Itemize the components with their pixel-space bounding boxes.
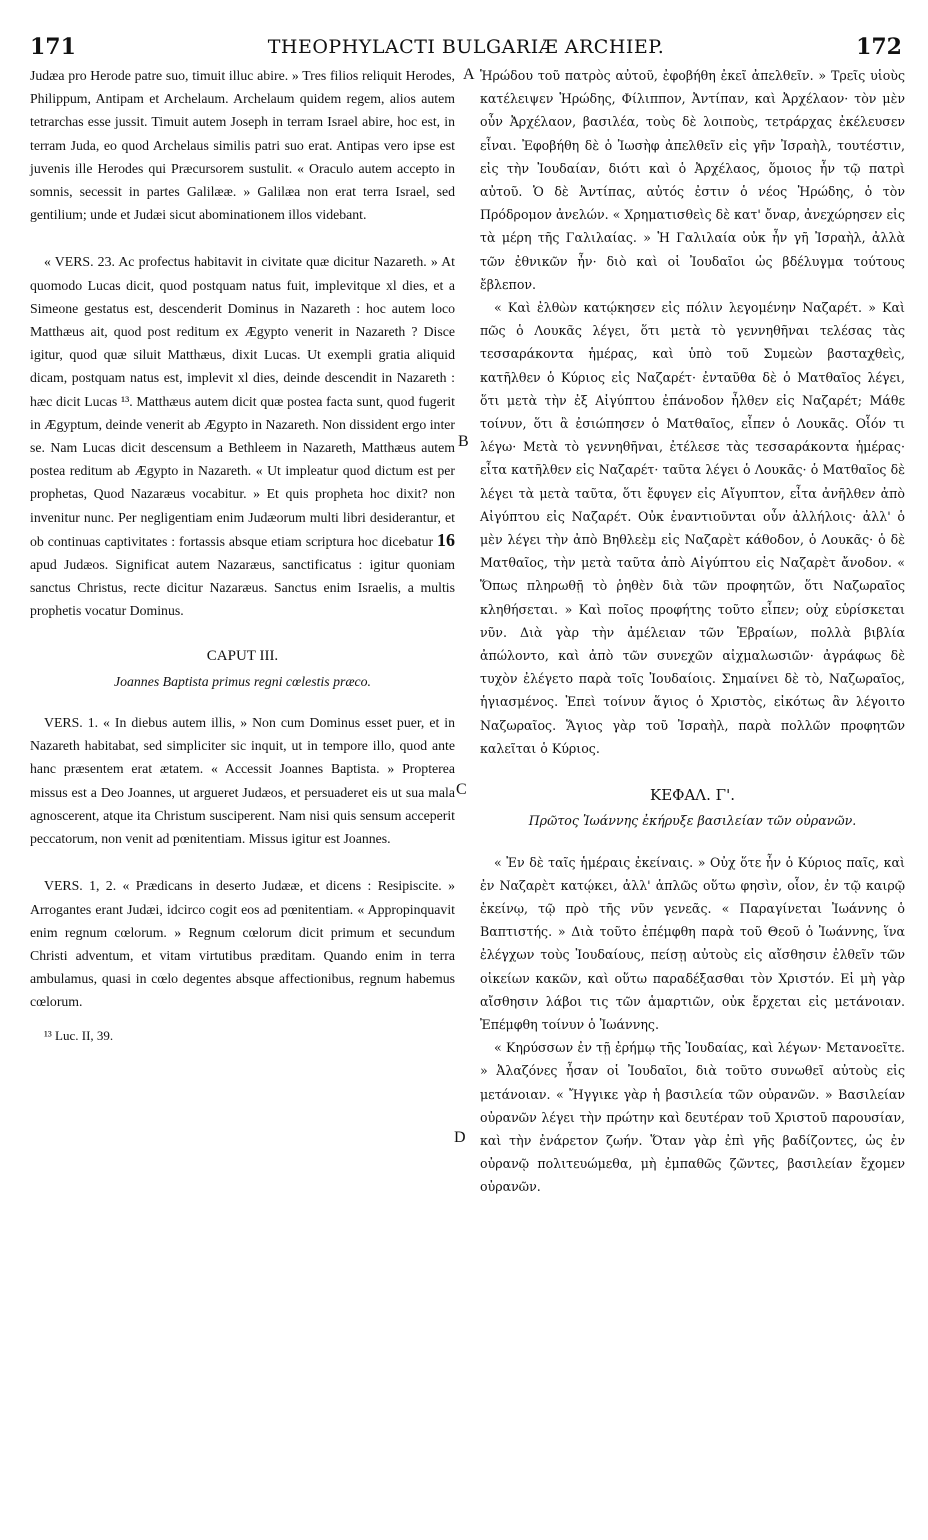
greek-column xyxy=(480,64,905,1199)
column-number-marker: 16 xyxy=(437,529,455,550)
latin-paragraph xyxy=(30,250,455,622)
greek-paragraph: « Κηρύσσων ἐν τῇ ἐρήμῳ τῆς Ἰουδαίας, καὶ λέγων· Μετανοεῖτε. » Ἀλαζόνες ἦσαν οἱ Ἰουδαῖοι, διὰ τοῦτο συνωθεῖ αὐτοὺς εἰς μετάνοιαν. « Ἤγγικε γὰρ ἡ βασιλεία τῶν οὐρανῶν. » Βασιλείαν οὐρανῶν λέγει τὴν πρώτην καὶ δευτέραν τοῦ Χριστοῦ παρουσίαν, καὶ τὴν ἐνάρετον ζωήν. Ὅταν γὰρ ἐπὶ γῆς βαδίζοντες, ὡς ἐν οὐρανῷ πολιτευώμεθα, μὴ ἐμπαθῶς ζῶντες, βασιλείαν ἔχομεν οὐρανῶν. xyxy=(480,1040,905,1195)
page-number-right: 172 xyxy=(856,34,902,60)
margin-marker-c: C xyxy=(456,781,467,798)
greek-paragraph: « Ἐν δὲ ταῖς ἡμέραις ἐκείναις. » Οὐχ ὅτε ἦν ὁ Κύριος παῖς, καὶ ἐν Ναζαρὲτ κατῴκει, ἀλλ' ἁπλῶς οὕτω φησὶν, οἷον, ἐν τῷ καιρῷ ἐκείνῳ, τῷ πρὸ τῆς νῦν γενεᾶς. « Παραγίνεται Ἰωάννης ὁ Βαπτιστής. » Διὰ τοῦτο ἐπέμφθη παρὰ τοῦ Θεοῦ ὁ Ἰωάννης, ἵνα ἐλέγχων τοὺς Ἰουδαίους, πείσῃ αὐτοὺς εἰς αἴσθησιν ἐλθεῖν τῶν οἰκείων κακῶν, καὶ οὕτω παραδέξασθαι τὸν Χριστόν. Εἰ μὴ γὰρ αἴσθησιν λάβοι τις τῶν ἁμαρτιῶν, οὐκ ἔρχεται εἰς μετάνοιαν. Ἐπέμφθη τοίνυν ὁ Ἰωάννης. xyxy=(480,854,905,1032)
latin-text: « VERS. 23. Ac profectus habitavit in civitate quæ dicitur Nazareth. » At quomodo Lucas dicit, quod postquam natus fuit, implevitque xl dies, et a Simeone gestatus est, descenderit Dominus in Nazareth : hoc autem loco Matthæus ait, quod post reditum ex Ægypto venerit in Nazareth ? Disce igitur, quod quæ siluit Matthæus, dixit Lucas. Ut exempli gratia aliquid dicam, postquam natus est, implevit xl dies, deinde descendit in Nazareth : hæc dicit Lucas ¹³. Matthæus autem dicit quæ postea facta sunt, quod fugerit in Ægyptum, deinde venerit ab Ægypto in Nazareth. Non dissident ergo inter se. Nam Lucas dicit descensum a Bethleem in Nazareth, Matthæus autem postea reditum ab Ægypto in Nazareth. « Ut impleatur quod dictum est per prophetas, Quod Nazaræus vocabitur. » Et quis propheta hoc dixit? non invenitur nunc. Per negligentiam enim Judæorum multi libri desiderantur, et ob continuas captivitates : fortassis absque etiam scriptura hoc dicebatur xyxy=(30,254,455,549)
footnote: ¹³ Luc. II, 39. xyxy=(44,1027,114,1043)
chapter-subtitle-latin: Joannes Baptista primus regni cœlestis præco. xyxy=(113,673,372,689)
chapter-heading-latin: CAPUT III. xyxy=(206,647,279,664)
page-number-left: 171 xyxy=(30,34,76,60)
running-header xyxy=(30,34,902,64)
latin-text: apud Judæos. Significat autem Nazaræus, sanctificatus : igitur quoniam sanctus Christus, recte dicitur Nazaræus. Sanctus enim Israelis, a multis prophetis vocatur Dominus. xyxy=(30,557,455,619)
chapter-subtitle-greek: Πρῶτος Ἰωάννης ἐκήρυξε βασιλείαν τῶν οὐρανῶν. xyxy=(528,813,857,829)
margin-marker-d: D xyxy=(454,1129,466,1146)
margin-marker-b: B xyxy=(458,433,469,450)
greek-paragraph: « Καὶ ἐλθὼν κατῴκησεν εἰς πόλιν λεγομένην Ναζαρέτ. » Καὶ πῶς ὁ Λουκᾶς λέγει, ὅτι μετὰ τὸ γεννηθῆναι τελέσας τὰς τεσσαράκοντα ἡμέρας, καὶ ὑπὸ τοῦ Συμεὼν βασταχθεὶς, κατῆλθεν ὁ Κύριος εἰς Ναζαρέτ· ἐνταῦθα δὲ ὁ Ματθαῖος λέγει, ὅτι μετὰ τὴν ἐξ Αἰγύπτου ἐπάνοδον ἦλθεν εἰς Ναζαρέτ; Μάθε τοίνυν, ὅτι ἃ ἐσιώπησεν ὁ Ματθαῖος, εἶπεν ὁ Λουκᾶς. Οἷόν τι λέγω· Μετὰ τὸ γεννηθῆναι, ἐτέλεσε τὰς τεσσαράκοντα ἡμέρας· εἶτα κατῆλθεν εἰς Ναζαρέτ· ταῦτα λέγει ὁ Λουκᾶς· ὁ Ματθαῖος δὲ λέγει τὰ μετὰ ταῦτα, ὅτι ἔφυγεν εἰς Αἴγυπτον, εἶτα ἀνῆλθεν ἀπὸ Αἰγύπτου εἰς Ναζαρέτ. Οὐκ ἐναντιοῦνται οὖν ἀλλήλοις· ἀλλ' ὁ μὲν λέγει τὴν ἀπὸ Βηθλεὲμ εἰς Ναζαρὲτ κάθοδον, ὁ Λουκᾶς· ὁ δὲ Ματθαῖος, τὴν μετὰ ταῦτα ἀπὸ Αἰγύπτου εἰς Ναζαρὲτ ἄνοδον. « Ὅπως πληρωθῇ τὸ ῥηθὲν διὰ τῶν προφητῶν, ὅτι Ναζωραῖος κληθήσεται. » Καὶ ποῖος προφήτης τοῦτο εἶπεν; οὐχ εὑρίσκεται νῦν. Διὰ γὰρ τὴν ἀμέλειαν τῶν Ἑβραίων, πολλὰ βιβλία ἀπώλοντο, καὶ ἀπὸ τῶν συνεχῶν αἰχμαλωσιῶν· ἀγράφως δὲ τυχὸν ἐλέγετο παρὰ τοῖς Ἰουδαίοις. Σημαίνει δὲ τὸ, Ναζωραῖος, ἡγιασμένος. Ἐπεὶ τοίνυν ἅγιος ὁ Χριστὸς, εἰκότως ἂν λέγοιτο Ναζωραῖος. Ἅγιος γὰρ τοῦ Ἰσραὴλ, παρὰ πολλῶν προφητῶν καλεῖται ὁ Κύριος. xyxy=(480,300,905,756)
latin-column xyxy=(30,64,455,1047)
greek-paragraph: Ἡρώδου τοῦ πατρὸς αὐτοῦ, ἐφοβήθη ἐκεῖ ἀπελθεῖν. » Τρεῖς υἱοὺς κατέλειψεν Ἡρώδης, Φίλιππον, Ἀντίπαν, καὶ Ἀρχέλαον· τὸν μὲν οὖν Ἀρχέλαον, βασιλέα, τοὺς δὲ λοιποὺς, τετράρχας ἐκέλευσεν εἶναι. Ἐφοβήθη δὲ ὁ Ἰωσὴφ ἀπελθεῖν εἰς γῆν Ἰσραὴλ, τουτέστιν, εἰς τὴν Ἰουδαίαν, διότι καὶ ὁ Ἀρχέλαος, ὅμοιος ἦν τῷ πατρὶ αὐτοῦ. Ὁ δὲ Ἀντίπας, αὐτός ἐστιν ὁ νέος Ἡρώδης, ὁ τὸν Πρόδρομον ἀνελών. « Χρηματισθεὶς δὲ κατ' ὄναρ, ἀνεχώρησεν εἰς τὰ μέρη τῆς Γαλιλαίας. » Ἡ Γαλιλαία οὐκ ἦν γῆ Ἰσραὴλ, ἀλλὰ τῶν ἐθνικῶν ἦν· διὸ καὶ οἱ Ἰουδαῖοι ὡς βδέλυγμα τούτους ἔβλεπον. xyxy=(480,68,905,292)
running-title: THEOPHYLACTI BULGARIÆ ARCHIEP. xyxy=(267,36,665,58)
latin-paragraph: VERS. 1, 2. « Prædicans in deserto Judææ, et dicens : Resipiscite. » Arrogantes erant Judæi, idcirco cogit eos ad pœnitentiam. « Appropinquavit enim regnum cœlorum. » Regnum cœlorum dicit primum et secundum Christi adventum, et vitam virtutibus præditam. Quando enim in terra ambulamus, quasi in cœlo degentes absque affectionibus, regnum habemus cœlorum. xyxy=(30,878,455,1010)
latin-paragraph: Judæa pro Herode patre suo, timuit illuc abire. » Tres filios reliquit Herodes, Philippum, Antipam et Archelaum. Archelaum quidem regem, alios autem tetrarchas esse jussit. Timuit autem Joseph in terram Israel abire, hoc est, in terram Juda, eo quod Archelaus similis patri suo erat. Antipas vero ipse est juvenis ille Herodes qui Præcursorem sustulit. « Oraculo autem accepto in somnis, secessit in partes Galilææ. » Galilæa non erat terra Israel, sed gentilium; unde et Judæi sicut abominationem illos videbant. xyxy=(30,68,455,223)
chapter-heading-greek: ΚΕΦΑΛ. Γ'. xyxy=(650,786,735,805)
margin-marker-a: A xyxy=(463,66,475,83)
latin-paragraph: VERS. 1. « In diebus autem illis, » Non cum Dominus esset puer, et in Nazareth habitabat, sed simpliciter sic inquit, ut in tempore illo, quod ante hanc præsentem erat ætatem. « Accessit Joannes Baptista. » Propterea missus est a Deo Joannes, ut argueret Judæos, et persuaderet eis ut sua mala agnoscerent, atque ita Christum susciperent. Nam nisi quis sensum acceperit peccatorum, non venit ad pœnitentiam. Missus igitur est Joannes. xyxy=(30,715,455,847)
